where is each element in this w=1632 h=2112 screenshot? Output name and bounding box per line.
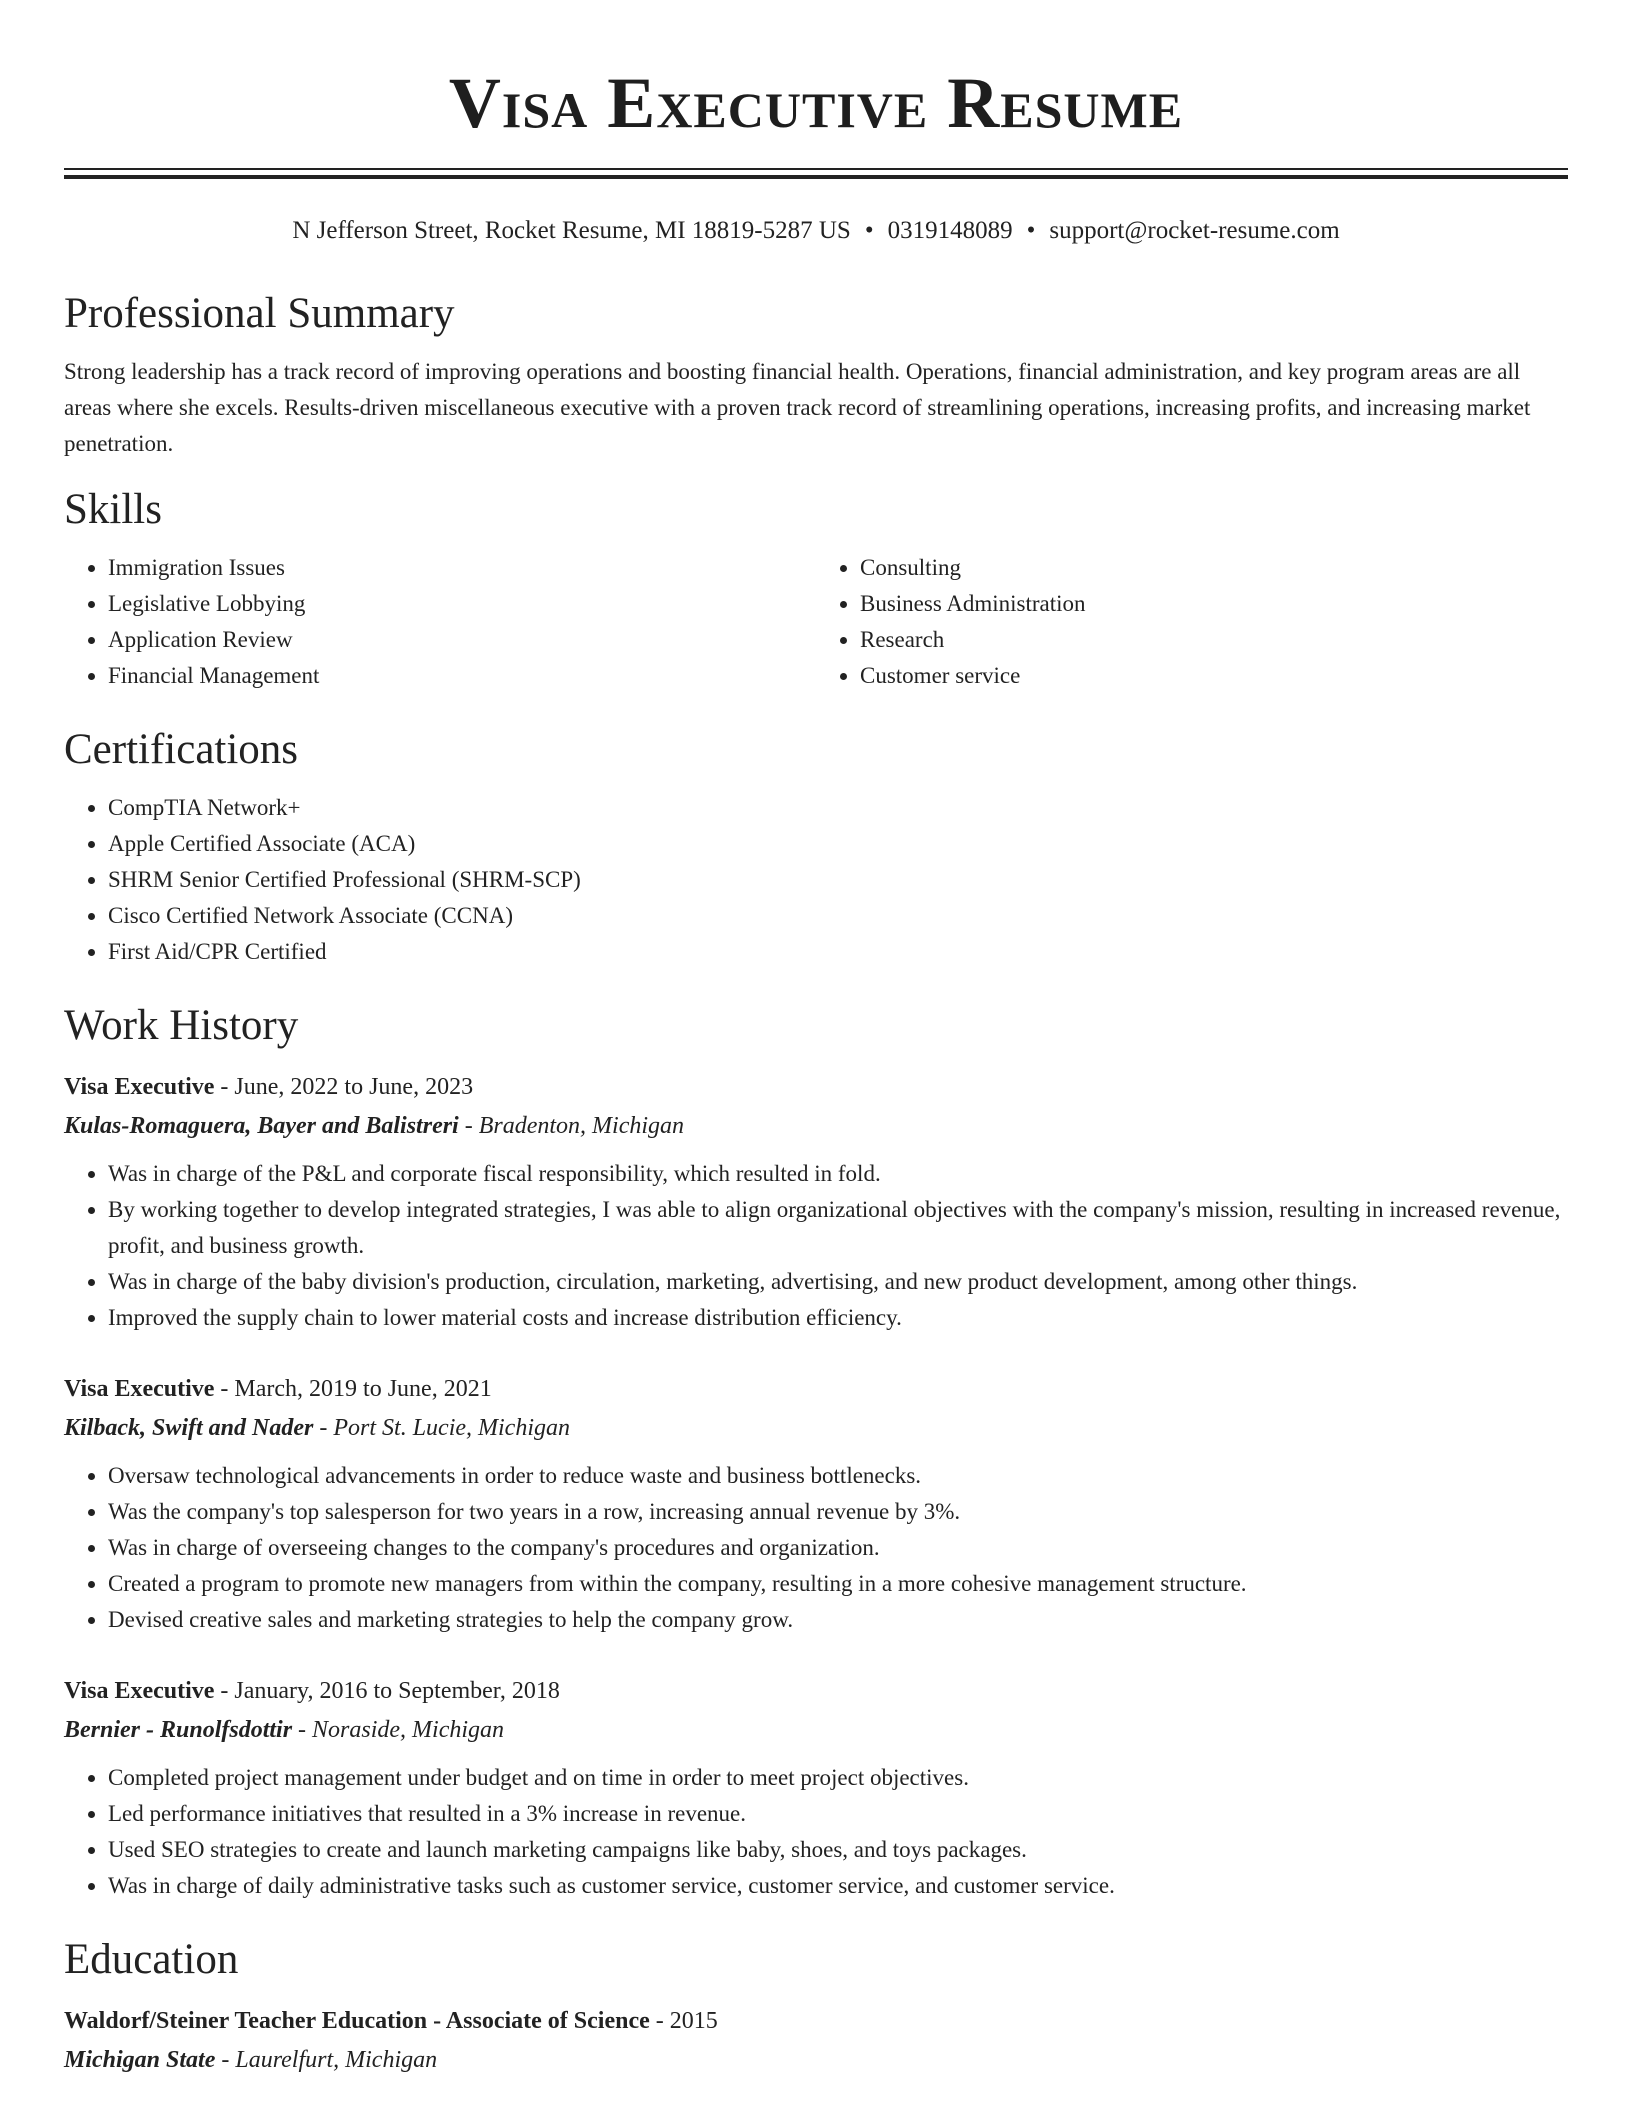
job-entry <box>64 1068 1568 1336</box>
job-bullet: • Used SEO strategies to create and launch marketing campaigns like baby, shoes, and toys packages. <box>108 1832 1568 1868</box>
education-degree-line <box>64 2002 1568 2040</box>
job-bullets <box>64 1760 1568 1904</box>
job-company-line <box>64 1710 1568 1750</box>
job-title-line <box>64 1672 1568 1710</box>
title-rule-thin <box>64 168 1568 170</box>
job-location: - Noraside, Michigan <box>292 1717 505 1743</box>
education-entry <box>64 2002 1568 2080</box>
certification-item: • Apple Certified Associate (ACA) <box>108 826 1568 862</box>
certification-item: • First Aid/CPR Certified <box>108 934 1568 970</box>
job-title: Visa Executive <box>64 1376 215 1402</box>
job-company: Bernier - Runolfsdottir <box>64 1717 293 1743</box>
resume-title: Visa Executive Resume <box>448 63 1184 143</box>
certification-item: • CompTIA Network+ <box>108 790 1568 826</box>
job-company-line <box>64 1106 1568 1146</box>
job-bullet: • Oversaw technological advancements in order to reduce waste and business bottlenecks. <box>108 1458 1568 1494</box>
job-bullet: • Led performance initiatives that resulted in a 3% increase in revenue. <box>108 1796 1568 1832</box>
certification-item: • SHRM Senior Certified Professional (SHRM-SCP) <box>108 862 1568 898</box>
contact-separator: • <box>1026 217 1036 244</box>
certifications-list <box>64 790 1568 970</box>
contact-email[interactable]: support@rocket-resume.com <box>1049 217 1340 244</box>
education-year: - 2015 <box>649 2008 718 2034</box>
skill-item: • Application Review <box>108 622 816 658</box>
education-school: Michigan State <box>64 2047 216 2073</box>
job-bullets <box>64 1458 1568 1638</box>
summary-heading: Professional Summary <box>64 290 455 337</box>
job-bullet: • Improved the supply chain to lower material costs and increase distribution efficiency. <box>108 1300 1568 1336</box>
summary-text: Strong leadership has a track record of improving operations and boosting financial health. Operations, financial administration, and key program areas are all areas where she excels. Results-driven miscellaneous executive with a proven track record of streamlining operations, increasing profits, and increasing market penetration. <box>64 359 1531 456</box>
job-dates: - June, 2022 to June, 2023 <box>214 1074 474 1100</box>
skills-list-left <box>64 550 816 694</box>
job-bullet: • Was in charge of the baby division's production, circulation, marketing, advertising, and new product development, among other things. <box>108 1264 1568 1300</box>
job-bullet: • Was in charge of the P&L and corporate fiscal responsibility, which resulted in fold. <box>108 1156 1568 1192</box>
skill-item: • Financial Management <box>108 658 816 694</box>
job-location: - Bradenton, Michigan <box>458 1113 685 1139</box>
job-entry <box>64 1672 1568 1904</box>
job-bullet: • Was the company's top salesperson for two years in a row, increasing annual revenue by 3%. <box>108 1494 1568 1530</box>
job-title-line <box>64 1068 1568 1106</box>
skill-item: • Legislative Lobbying <box>108 586 816 622</box>
contact-address: N Jefferson Street, Rocket Resume, MI 18819-5287 US <box>292 217 851 244</box>
education-school-line <box>64 2040 1568 2080</box>
job-company: Kulas-Romaguera, Bayer and Balistreri <box>64 1113 459 1139</box>
job-bullets <box>64 1156 1568 1336</box>
education-heading: Education <box>64 1936 239 1983</box>
skill-item: • Business Administration <box>860 586 1568 622</box>
job-title: Visa Executive <box>64 1678 215 1704</box>
skill-item: • Research <box>860 622 1568 658</box>
education-section <box>64 1932 1568 2080</box>
skills-section <box>64 482 1568 694</box>
job-company: Kilback, Swift and Nader <box>64 1415 314 1441</box>
job-bullet: • Devised creative sales and marketing strategies to help the company grow. <box>108 1602 1568 1638</box>
job-dates: - March, 2019 to June, 2021 <box>214 1376 492 1402</box>
contact-phone: 0319148089 <box>887 217 1013 244</box>
job-bullet: • Created a program to promote new managers from within the company, resulting in a more cohesive management structure. <box>108 1566 1568 1602</box>
skill-item: • Consulting <box>860 550 1568 586</box>
job-dates: - January, 2016 to September, 2018 <box>214 1678 560 1704</box>
contact-separator: • <box>864 217 874 244</box>
job-title-line <box>64 1370 1568 1408</box>
job-entry <box>64 1370 1568 1638</box>
title-rule-thick <box>64 175 1568 179</box>
skills-columns <box>64 550 1568 694</box>
skill-item: • Immigration Issues <box>108 550 816 586</box>
education-degree: Waldorf/Steiner Teacher Education - Associate of Science <box>64 2008 650 2034</box>
certifications-heading: Certifications <box>64 726 299 773</box>
education-location: - Laurelfurt, Michigan <box>215 2047 438 2073</box>
work-history-heading: Work History <box>64 1002 299 1049</box>
certifications-section <box>64 722 1568 970</box>
skill-item: • Customer service <box>860 658 1568 694</box>
job-bullet: • By working together to develop integrated strategies, I was able to align organizational objectives with the company's mission, resulting in increased revenue, profit, and business growth. <box>108 1192 1568 1264</box>
skills-list-right <box>816 550 1568 694</box>
certification-item: • Cisco Certified Network Associate (CCNA) <box>108 898 1568 934</box>
contact-line <box>0 216 1632 246</box>
resume-content <box>64 286 1568 2080</box>
job-bullet: • Completed project management under budget and on time in order to meet project objectives. <box>108 1760 1568 1796</box>
skills-heading: Skills <box>64 486 162 533</box>
job-company-line <box>64 1408 1568 1448</box>
job-bullet: • Was in charge of daily administrative tasks such as customer service, customer service, and customer service. <box>108 1868 1568 1904</box>
job-title: Visa Executive <box>64 1074 215 1100</box>
job-bullet: • Was in charge of overseeing changes to the company's procedures and organization. <box>108 1530 1568 1566</box>
summary-section <box>64 286 1568 462</box>
job-location: - Port St. Lucie, Michigan <box>313 1415 570 1441</box>
work-history-section <box>64 998 1568 1904</box>
